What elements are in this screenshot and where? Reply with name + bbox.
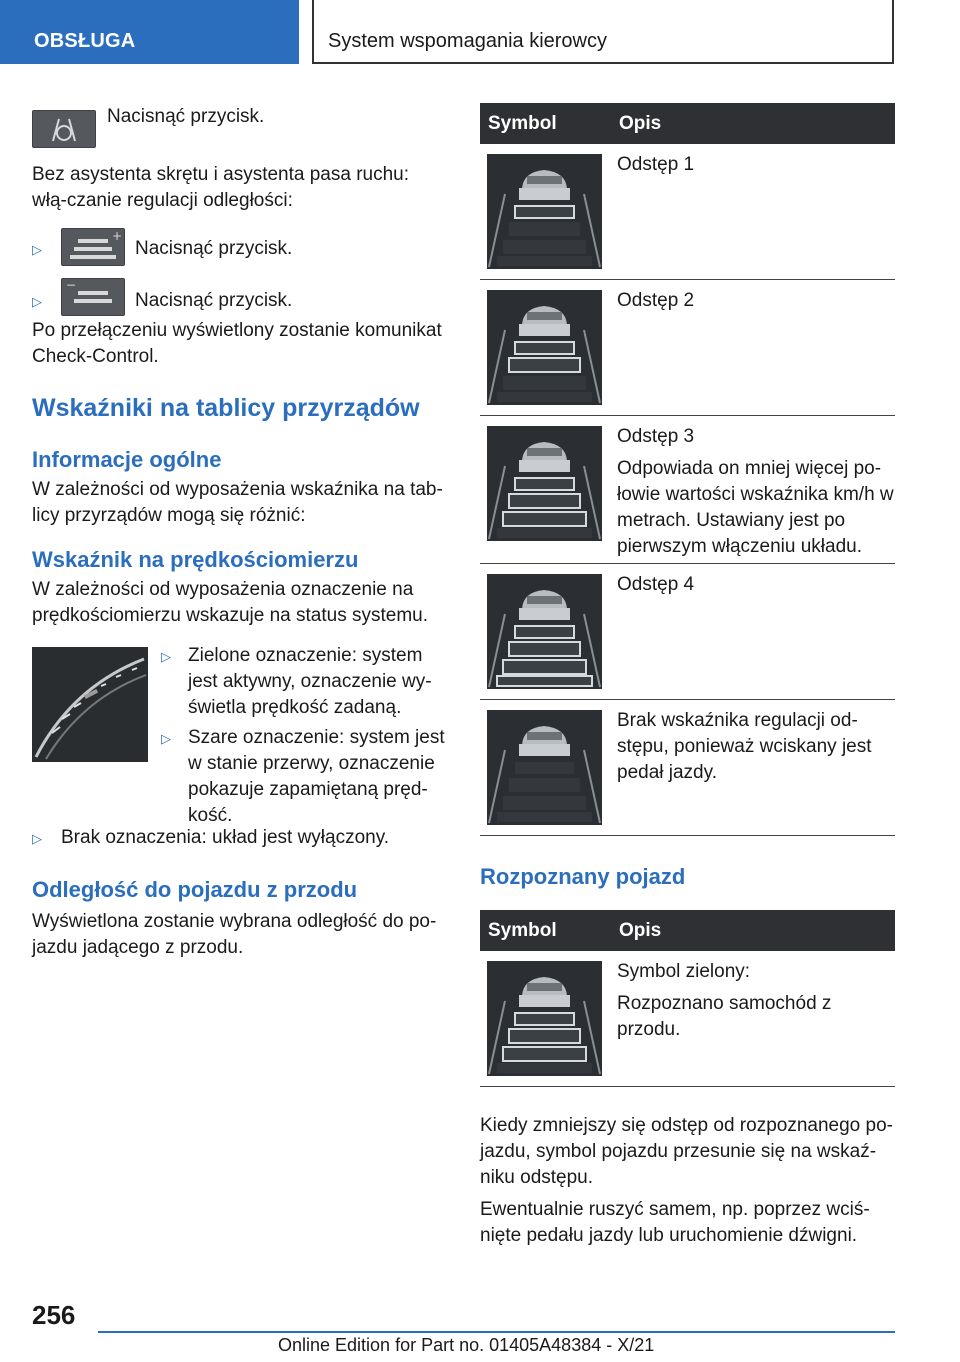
- description-line: Symbol zielony:: [617, 961, 751, 982]
- press-button-text: Nacisnąć przycisk.: [107, 106, 265, 127]
- distance-symbol-icon: [487, 154, 611, 269]
- description-cell: [611, 280, 895, 416]
- speedo-text: W zależności od wyposażenia oznaczenie na prędkościomierzu wskazuje na status systemu.: [32, 579, 428, 626]
- chapter-title: System wspomagania kierowcy: [312, 0, 894, 64]
- table-row: [480, 700, 895, 836]
- speedo-item: Zielone oznaczenie: system jest aktywny, oznaczenie wy-świetla prędkość zadaną.: [188, 645, 432, 718]
- intro-text: Bez asystenta skrętu i asystenta pasa ruchu: włą-czanie regulacji odległości:: [32, 164, 410, 211]
- description-line: Odstęp 4: [617, 574, 695, 595]
- description-cell: [611, 700, 895, 836]
- distance-increase-button-icon: [61, 228, 125, 266]
- symbol-cell: [480, 416, 611, 564]
- bullet-icon: ▷: [161, 649, 171, 664]
- col-symbol-header: Symbol: [480, 103, 611, 144]
- svg-text:+: +: [112, 229, 123, 243]
- table-row: [480, 280, 895, 416]
- detected-para: Ewentualnie ruszyć samem, np. poprzez wciś-nięte pedału jazdy lub uruchomienie dźwigni.: [480, 1199, 870, 1246]
- description-line: Odpowiada on mniej więcej po-łowie wartości wskaźnika km/h w metrach. Ustawiany jest po pierwszym włączeniu układu.: [617, 458, 894, 557]
- general-text: W zależności od wyposażenia wskaźnika na tab-licy przyrządów mogą się różnić:: [32, 479, 443, 526]
- description-line: Brak wskaźnika regulacji od-stępu, ponieważ wciskany jest pedał jazdy.: [617, 710, 872, 783]
- col-desc-header: Opis: [611, 910, 895, 951]
- svg-text:−: −: [66, 279, 77, 292]
- distance-symbol-icon: [487, 574, 611, 689]
- symbol-cell: [480, 144, 611, 280]
- description-line: Odstęp 3: [617, 426, 695, 447]
- edition-text: Online Edition for Part no. 01405A48384 - X/21: [278, 1335, 655, 1355]
- press-button-text: Nacisnąć przycisk.: [135, 290, 293, 311]
- symbol-cell: [480, 700, 611, 836]
- description-cell: [611, 416, 895, 564]
- description-cell: [611, 144, 895, 280]
- distance-symbol-icon: [487, 710, 611, 825]
- footer-rule: [98, 1331, 895, 1333]
- detected-vehicle-table: [480, 910, 895, 1087]
- symbol-cell: [480, 564, 611, 700]
- description-line: Odstęp 2: [617, 290, 695, 311]
- col-desc-header: Opis: [611, 103, 895, 144]
- description-line: Odstęp 1: [617, 154, 695, 175]
- distance-decrease-button-icon: [61, 278, 125, 316]
- subsection-heading: Informacje ogólne: [32, 447, 222, 472]
- left-column: [32, 100, 448, 961]
- section-heading: Wskaźniki na tablicy przyrządów: [32, 394, 420, 422]
- table-row: [480, 564, 895, 700]
- distance-symbol-icon: [487, 290, 611, 405]
- distance-symbol-icon: [487, 961, 611, 1076]
- bullet-icon: ▷: [32, 831, 42, 846]
- lane-assist-button-icon: [32, 110, 96, 148]
- right-column: [480, 103, 895, 1249]
- subsection-heading: Wskaźnik na prędkościomierzu: [32, 547, 359, 572]
- symbol-cell: [480, 951, 611, 1087]
- section-tab: OBSŁUGA: [0, 0, 299, 64]
- table-row: [480, 951, 895, 1087]
- table-row: [480, 144, 895, 280]
- subsection-heading: Odległość do pojazdu z przodu: [32, 877, 358, 902]
- bullet-icon: ▷: [32, 242, 42, 257]
- distance-symbol-table: [480, 103, 895, 836]
- subsection-heading: Rozpoznany pojazd: [480, 864, 686, 889]
- description-cell: [611, 951, 895, 1087]
- press-button-text: Nacisnąć przycisk.: [135, 238, 293, 259]
- bullet-icon: ▷: [32, 294, 42, 309]
- bullet-icon: ▷: [161, 731, 171, 746]
- distance-symbol-icon: [487, 426, 611, 541]
- speedo-item: Szare oznaczenie: system jest w stanie przerwy, oznaczenie pokazuje zapamiętaną pręd-kość.: [188, 727, 445, 826]
- symbol-cell: [480, 280, 611, 416]
- speedometer-image: [32, 647, 148, 762]
- description-cell: [611, 564, 895, 700]
- col-symbol-header: Symbol: [480, 910, 611, 951]
- after-switch-text: Po przełączeniu wyświetlony zostanie komunikat Check-Control.: [32, 320, 442, 367]
- distance-text: Wyświetlona zostanie wybrana odległość do po-jazdu jadącego z przodu.: [32, 911, 437, 958]
- description-line: Rozpoznano samochód z przodu.: [617, 993, 832, 1040]
- table-row: [480, 416, 895, 564]
- no-mark-text: Brak oznaczenia: układ jest wyłączony.: [61, 827, 390, 848]
- page-number: 256: [32, 1300, 76, 1330]
- detected-para: Kiedy zmniejszy się odstęp od rozpoznanego po-jazdu, symbol pojazdu przesunie się na wskaź-niku odstępu.: [480, 1115, 893, 1188]
